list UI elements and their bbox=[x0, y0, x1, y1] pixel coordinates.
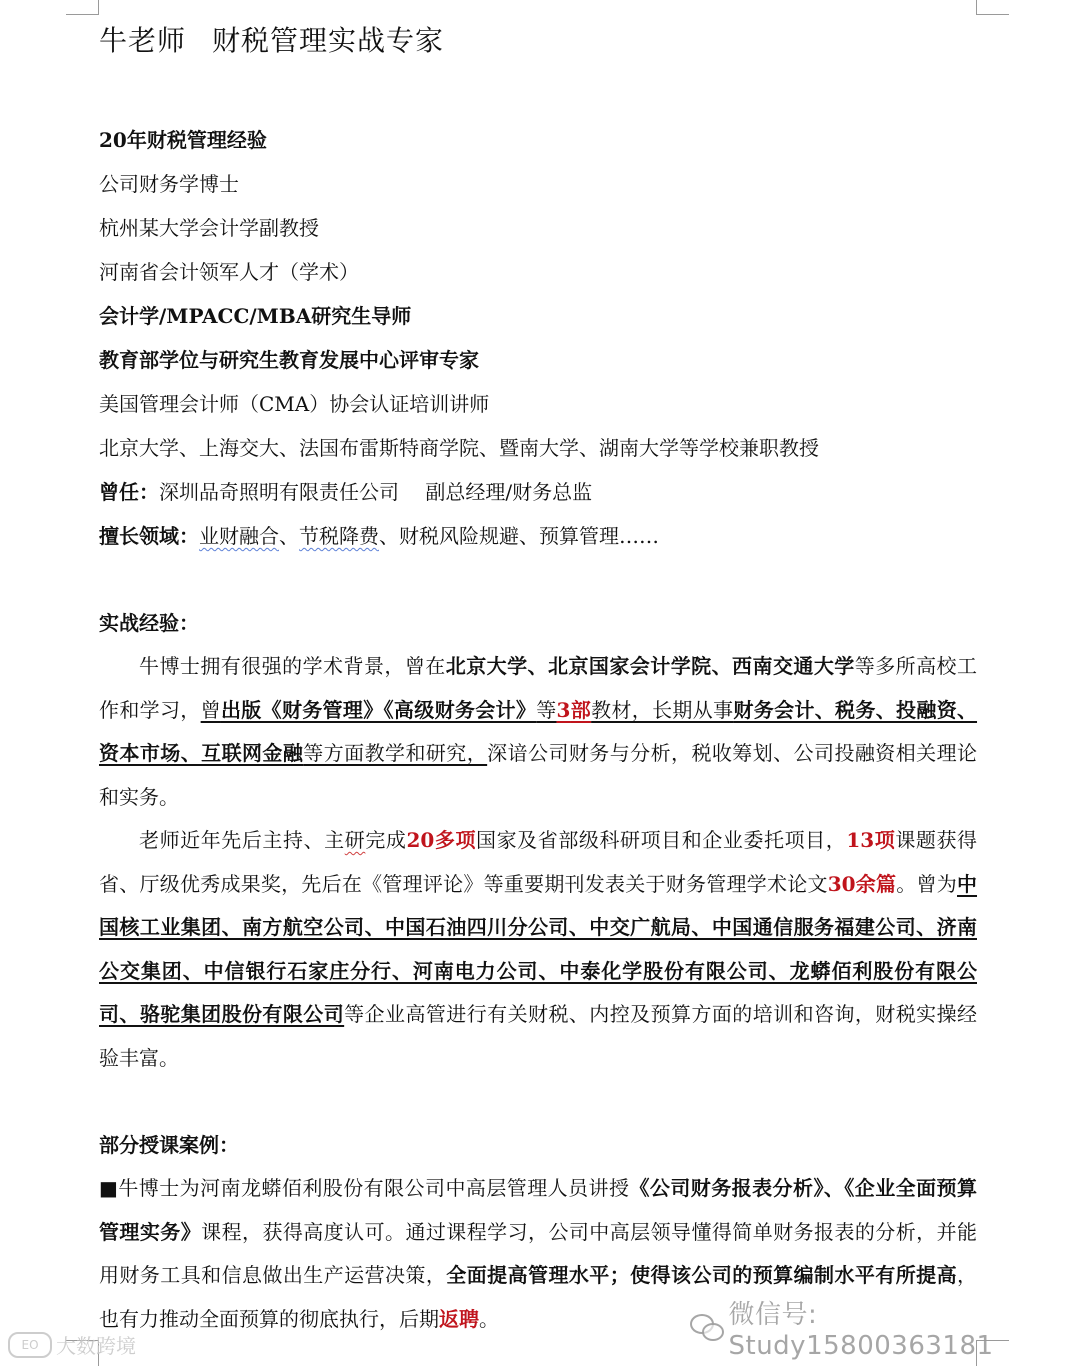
text-run-underline: 等方面教学和研究， bbox=[303, 741, 487, 765]
credential-line: 北京大学、上海交大、法国布雷斯特商学院、暨南大学、湖南大学等学校兼职教授 bbox=[99, 426, 977, 470]
text-run: 完成 bbox=[365, 828, 406, 852]
expertise-label: 擅长领域： bbox=[99, 524, 199, 548]
text-run: ，也有力推动全面预算的彻底执行，后期 bbox=[99, 1263, 977, 1331]
text-run-red: 30余篇 bbox=[828, 872, 897, 896]
expertise-item: 业财融合 bbox=[199, 524, 279, 548]
document-page bbox=[99, 20, 977, 1341]
credential-line-expertise bbox=[99, 514, 977, 558]
text-run-underline: 曾 bbox=[201, 698, 221, 722]
wechat-id-text: 微信号: Study15800363181 bbox=[729, 1294, 1075, 1361]
text-run: 课题获得省、厅级优秀成果奖，先后在《管理评论》等重要期刊发表关于财务管理学术论文 bbox=[99, 828, 977, 896]
text-run-bold: 北京大学、北京国家会计学院、西南交通大学 bbox=[446, 654, 855, 678]
former-position-label: 曾任： bbox=[99, 480, 159, 504]
corner-logo-watermark bbox=[8, 1330, 136, 1359]
text-run-bold-underline: 中国核工业集团、南方航空公司、中国石油四川分公司、中交广航局、中国通信服务福建公司、济南公交集团、中信银行石家庄分行、河南电力公司、中泰化学股份有限公司、龙蟒佰利股份有限公司、骆驼集团股份有限公司 bbox=[99, 872, 977, 1027]
expertise-separator: 、 bbox=[279, 524, 299, 548]
section-heading-experience: 实战经验： bbox=[99, 601, 977, 645]
text-run: 课程，获得高度认可。通过课程学习，公司中高层领导懂得简单财务报表的分析，并能用财务工具和信息做出生产运营决策， bbox=[99, 1220, 977, 1288]
text-run: 深谙公司财务与分析，税收筹划、公司投融资相关理论和实务。 bbox=[99, 741, 977, 809]
text-run: 。 bbox=[479, 1307, 499, 1331]
credential-line: 河南省会计领军人才（学术） bbox=[99, 250, 977, 294]
text-run-bold-underline: 出版《财务管理》《高级财务会计》 bbox=[221, 698, 536, 722]
text-run: 牛博士拥有很强的学术背景，曾在 bbox=[139, 654, 446, 678]
crop-mark-top-left bbox=[66, 0, 99, 15]
credential-line: 美国管理会计师（CMA）协会认证培训讲师 bbox=[99, 382, 977, 426]
credential-line: 杭州某大学会计学副教授 bbox=[99, 206, 977, 250]
text-run-red: 20多项 bbox=[406, 828, 476, 852]
former-position-text: 深圳品奇照明有限责任公司 副总经理/财务总监 bbox=[159, 480, 592, 504]
text-run-red: 部 bbox=[570, 698, 591, 722]
expertise-rest: 、财税风险规避、预算管理…… bbox=[379, 524, 659, 548]
text-run-red: 3 bbox=[557, 698, 571, 722]
wechat-watermark bbox=[690, 1294, 1075, 1361]
wechat-icon bbox=[690, 1314, 723, 1342]
text-run: 。曾为 bbox=[896, 872, 957, 896]
text-run: 等多所高校工作和学习， bbox=[99, 654, 977, 722]
credential-line-former-position bbox=[99, 470, 977, 514]
text-run-red: 13项 bbox=[846, 828, 895, 852]
text-run: ■牛博士为河南龙蟒佰利股份有限公司中高层管理人员讲授 bbox=[99, 1176, 629, 1200]
text-run: 等企业高管进行有关财税、内控及预算方面的培训和咨询，财税实操经验丰富。 bbox=[99, 1002, 977, 1070]
experience-paragraph-1 bbox=[99, 645, 977, 819]
credential-line: 教育部学位与研究生教育发展中心评审专家 bbox=[99, 338, 977, 382]
teacher-name: 牛老师 bbox=[99, 24, 186, 57]
text-run-wavy: 研 bbox=[345, 828, 366, 852]
text-run-underline: 等 bbox=[536, 698, 556, 722]
teacher-role: 财税管理实战专家 bbox=[212, 24, 444, 57]
section-heading-cases: 部分授课案例： bbox=[99, 1123, 977, 1167]
crop-mark-top-right bbox=[976, 0, 1009, 15]
text-run-bold-underline: 财务会计、税务、投融资、资本市场、互联网金融 bbox=[99, 698, 977, 766]
logo-icon: EO bbox=[8, 1332, 52, 1358]
credential-line: 公司财务学博士 bbox=[99, 162, 977, 206]
text-run: 老师近年先后主持、主 bbox=[139, 828, 345, 852]
text-run-bold: 全面提高管理水平；使得该公司的预算编制水平有所提高 bbox=[446, 1263, 957, 1287]
text-run-red: 返聘 bbox=[439, 1307, 479, 1331]
credentials-list bbox=[99, 118, 977, 558]
credential-line: 20年财税管理经验 bbox=[99, 118, 977, 162]
page-title bbox=[99, 20, 977, 62]
text-run: 国家及省部级科研项目和企业委托项目， bbox=[476, 828, 846, 852]
text-run-underline: 教材，长期从事 bbox=[591, 698, 733, 722]
experience-paragraph-2 bbox=[99, 819, 977, 1080]
expertise-item: 节税降费 bbox=[299, 524, 379, 548]
corner-logo-text: 大数跨境 bbox=[56, 1330, 136, 1359]
credential-line: 会计学/MPACC/MBA研究生导师 bbox=[99, 294, 977, 338]
text-run-bold: 《公司财务报表分析》、《企业全面预算管理实务》 bbox=[99, 1176, 977, 1244]
